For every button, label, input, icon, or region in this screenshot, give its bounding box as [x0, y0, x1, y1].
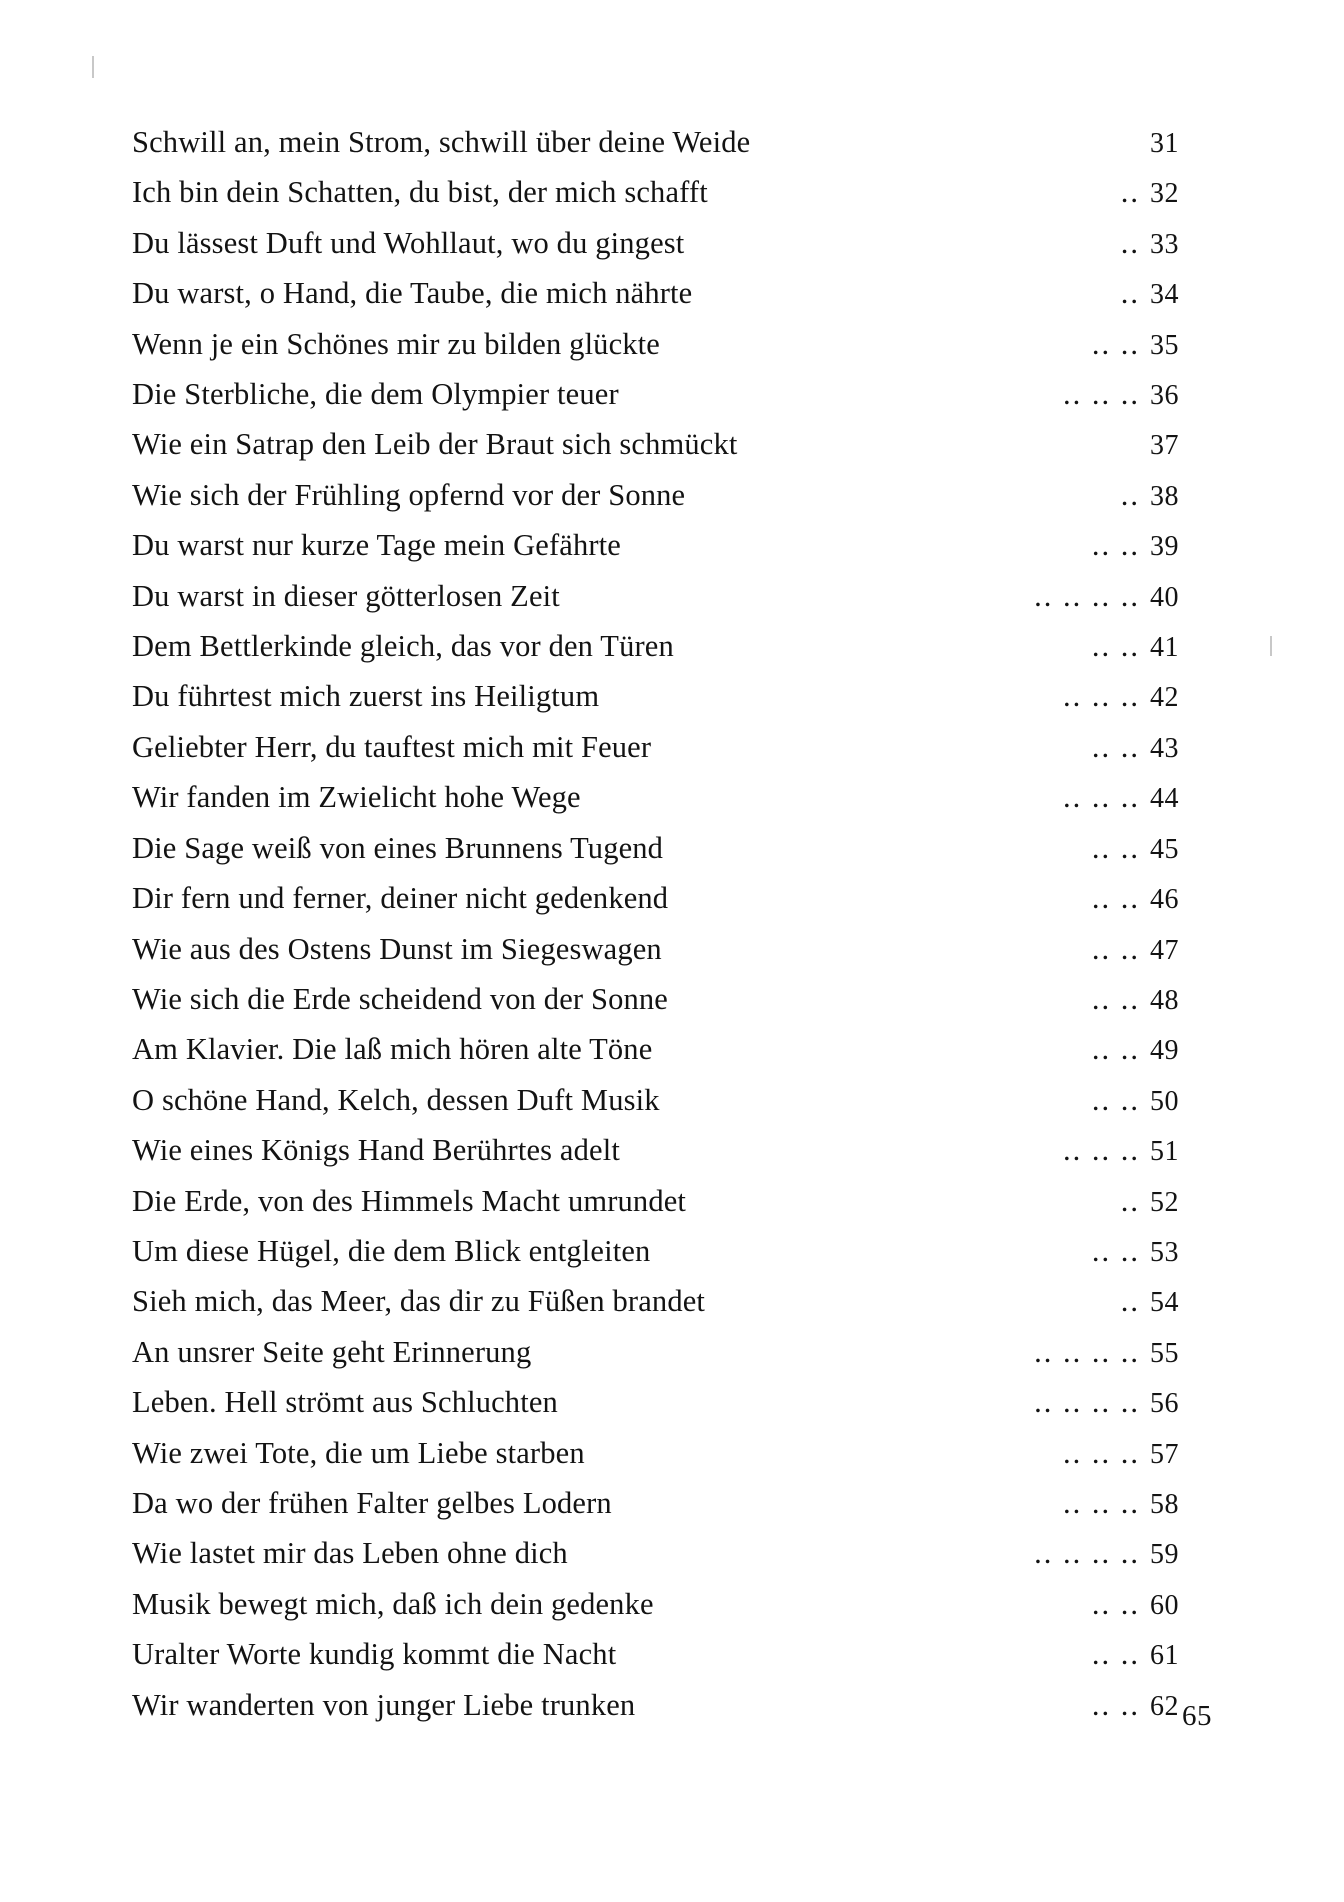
- toc-entry-leader: .. ..: [1091, 981, 1140, 1016]
- toc-entry-page: 31: [1150, 128, 1179, 159]
- toc-entry-title: Wie eines Königs Hand Berührtes adelt: [132, 1133, 620, 1168]
- toc-entry-title: Du warst nur kurze Tage mein Gefährte: [132, 528, 621, 563]
- toc-entry-page: 45: [1150, 833, 1179, 865]
- toc-entry-page: 39: [1150, 531, 1179, 563]
- toc-entry: [132, 1681, 1212, 1731]
- toc-entry-leader: .. ..: [1091, 629, 1140, 664]
- toc-entry-title: Uralter Worte kundig kommt die Nacht: [132, 1637, 617, 1672]
- toc-entry: [132, 1227, 1212, 1277]
- toc-entry: [132, 975, 1212, 1025]
- toc-entry-title: Wenn je ein Schönes mir zu bilden glückte: [132, 326, 660, 361]
- toc-entry: [132, 1479, 1212, 1529]
- toc-entry: [132, 420, 1212, 470]
- toc-entry-page: 57: [1150, 1438, 1179, 1470]
- toc-entry-title: Um diese Hügel, die dem Blick entgleiten: [132, 1233, 651, 1268]
- toc-entry-leader: .. ..: [1091, 830, 1140, 865]
- toc-entry: [132, 219, 1212, 269]
- toc-entry-title: Wir wanderten von junger Liebe trunken: [132, 1687, 636, 1722]
- toc-entry-page: 40: [1150, 581, 1179, 613]
- toc-entry-leader: .. ..: [1091, 1233, 1140, 1268]
- toc-entry-page: 60: [1150, 1589, 1179, 1621]
- toc-entry-title: Geliebter Herr, du tauftest mich mit Feuer: [132, 729, 652, 764]
- toc-entry: [132, 925, 1212, 975]
- toc-entry: [132, 168, 1212, 218]
- toc-entry-title: Ich bin dein Schatten, du bist, der mich schafft: [132, 175, 708, 210]
- toc-entry-leader: .. ..: [1091, 1637, 1140, 1672]
- toc-entry-title: Wie aus des Ostens Dunst im Siegeswagen: [132, 931, 662, 966]
- toc-entry-leader: .. .. .. ..: [1034, 1334, 1140, 1369]
- toc-entry: [132, 824, 1212, 874]
- toc-entry-title: Wie zwei Tote, die um Liebe starben: [132, 1435, 585, 1470]
- toc-entry-title: Wie sich die Erde scheidend von der Sonne: [132, 981, 668, 1016]
- toc-entry-page: 52: [1150, 1186, 1179, 1218]
- toc-entry-leader: .. .. ..: [1063, 1133, 1140, 1168]
- toc-entry: [132, 874, 1212, 924]
- toc-entry-title: Am Klavier. Die laß mich hören alte Töne: [132, 1032, 653, 1067]
- toc-entry-leader: .. ..: [1091, 1687, 1140, 1722]
- toc-entry-title: Musik bewegt mich, daß ich dein gedenke: [132, 1586, 654, 1621]
- toc-entry-page: 43: [1150, 732, 1179, 764]
- toc-entry-leader: .. .. .. ..: [1034, 1385, 1140, 1420]
- toc-entry-title: Sieh mich, das Meer, das dir zu Füßen brandet: [132, 1284, 706, 1319]
- toc-entry-title: Die Sterbliche, die dem Olympier teuer: [132, 377, 619, 412]
- toc-entry-title: Die Sage weiß von eines Brunnens Tugend: [132, 830, 664, 865]
- toc-entry-page: 44: [1150, 783, 1179, 815]
- toc-entry-title: Du warst, o Hand, die Taube, die mich nährte: [132, 276, 693, 311]
- toc-entry-leader: .. ..: [1091, 881, 1140, 916]
- toc-entry: [132, 269, 1212, 319]
- scan-edge-mark-right: [1270, 636, 1272, 656]
- toc-entry-title: Die Erde, von des Himmels Macht umrundet: [132, 1183, 687, 1218]
- toc-entry-title: Wie lastet mir das Leben ohne dich: [132, 1536, 568, 1571]
- toc-entry-leader: .. .. .. ..: [1034, 578, 1140, 613]
- toc-entry-page: 38: [1150, 480, 1179, 512]
- toc-entry-page: 50: [1150, 1085, 1179, 1117]
- toc-entry-page: 51: [1150, 1136, 1179, 1168]
- toc-entry: [132, 118, 1212, 168]
- toc-entry-leader: .. ..: [1091, 931, 1140, 966]
- toc-entry-leader: .. .. ..: [1063, 1485, 1140, 1520]
- toc-entry: [132, 320, 1212, 370]
- toc-entry-page: 62: [1150, 1690, 1179, 1722]
- toc-entry-page: 55: [1150, 1337, 1179, 1369]
- toc-entry-title: Wir fanden im Zwielicht hohe Wege: [132, 780, 581, 815]
- toc-entry-leader: .. .. ..: [1063, 377, 1140, 412]
- toc-entry-title: O schöne Hand, Kelch, dessen Duft Musik: [132, 1082, 660, 1117]
- toc-entry-title: Du lässest Duft und Wohllaut, wo du gingest: [132, 225, 685, 260]
- table-of-contents: [132, 118, 1212, 1731]
- toc-entry-title: Wie sich der Frühling opfernd vor der Sonne: [132, 477, 686, 512]
- toc-entry-page: 36: [1150, 380, 1179, 412]
- toc-entry-title: Du führtest mich zuerst ins Heiligtum: [132, 679, 600, 714]
- toc-entry-page: 58: [1150, 1488, 1179, 1520]
- toc-entry-leader: .. .. ..: [1063, 679, 1140, 714]
- toc-entry: [132, 1328, 1212, 1378]
- toc-entry-leader: .. ..: [1091, 1032, 1140, 1067]
- toc-entry-leader: .. ..: [1091, 326, 1140, 361]
- toc-entry-page: 61: [1150, 1640, 1179, 1672]
- toc-entry: [132, 1378, 1212, 1428]
- toc-entry-title: Leben. Hell strömt aus Schluchten: [132, 1385, 558, 1420]
- toc-entry-leader: .. ..: [1091, 1082, 1140, 1117]
- toc-entry: [132, 723, 1212, 773]
- toc-entry-leader: ..: [1120, 175, 1140, 210]
- toc-entry-title: Dem Bettlerkinde gleich, das vor den Türen: [132, 629, 674, 664]
- toc-entry-page: 56: [1150, 1388, 1179, 1420]
- toc-entry: [132, 1177, 1212, 1227]
- page-number: 65: [1182, 1700, 1212, 1732]
- toc-entry: [132, 1429, 1212, 1479]
- toc-entry: [132, 1630, 1212, 1680]
- toc-entry: [132, 521, 1212, 571]
- toc-entry: [132, 1126, 1212, 1176]
- toc-entry-page: 54: [1150, 1287, 1179, 1319]
- toc-entry: [132, 672, 1212, 722]
- toc-entry-leader: .. ..: [1091, 1586, 1140, 1621]
- toc-entry: [132, 1580, 1212, 1630]
- toc-entry-page: 53: [1150, 1236, 1179, 1268]
- toc-entry-leader: ..: [1120, 225, 1140, 260]
- toc-entry-title: Wie ein Satrap den Leib der Braut sich schmückt: [132, 427, 738, 462]
- toc-entry-page: 37: [1150, 430, 1179, 462]
- toc-entry-page: 35: [1150, 329, 1179, 361]
- toc-entry-page: 46: [1150, 884, 1179, 916]
- toc-entry: [132, 572, 1212, 622]
- toc-entry-title: Da wo der frühen Falter gelbes Lodern: [132, 1485, 612, 1520]
- toc-entry-leader: ..: [1120, 477, 1140, 512]
- toc-entry: [132, 471, 1212, 521]
- scan-edge-mark-left: [92, 56, 94, 78]
- toc-entry-leader: ..: [1120, 1284, 1140, 1319]
- toc-entry: [132, 773, 1212, 823]
- toc-entry: [132, 1277, 1212, 1327]
- toc-entry-page: 41: [1150, 632, 1179, 664]
- toc-entry-page: 33: [1150, 228, 1179, 260]
- toc-entry-leader: .. ..: [1091, 528, 1140, 563]
- toc-entry: [132, 1025, 1212, 1075]
- toc-entry-page: 34: [1150, 279, 1179, 311]
- toc-entry-title: An unsrer Seite geht Erinnerung: [132, 1334, 532, 1369]
- toc-entry-leader: .. .. ..: [1063, 780, 1140, 815]
- toc-entry-leader: .. .. ..: [1063, 1435, 1140, 1470]
- toc-entry-page: 32: [1150, 178, 1179, 210]
- toc-entry-page: 48: [1150, 984, 1179, 1016]
- toc-entry-title: Schwill an, mein Strom, schwill über deine Weide: [132, 125, 751, 159]
- toc-entry: [132, 622, 1212, 672]
- toc-entry-title: Du warst in dieser götterlosen Zeit: [132, 578, 560, 613]
- toc-entry-page: 49: [1150, 1035, 1179, 1067]
- toc-entry: [132, 1076, 1212, 1126]
- toc-entry-title: Dir fern und ferner, deiner nicht gedenkend: [132, 881, 669, 916]
- toc-entry-page: 59: [1150, 1539, 1179, 1571]
- toc-entry-leader: .. ..: [1091, 729, 1140, 764]
- toc-entry-leader: .. .. .. ..: [1034, 1536, 1140, 1571]
- toc-entry-page: 42: [1150, 682, 1179, 714]
- toc-entry-leader: ..: [1120, 276, 1140, 311]
- toc-entry: [132, 1529, 1212, 1579]
- toc-entry-page: 47: [1150, 934, 1179, 966]
- toc-entry-leader: ..: [1120, 1183, 1140, 1218]
- toc-entry: [132, 370, 1212, 420]
